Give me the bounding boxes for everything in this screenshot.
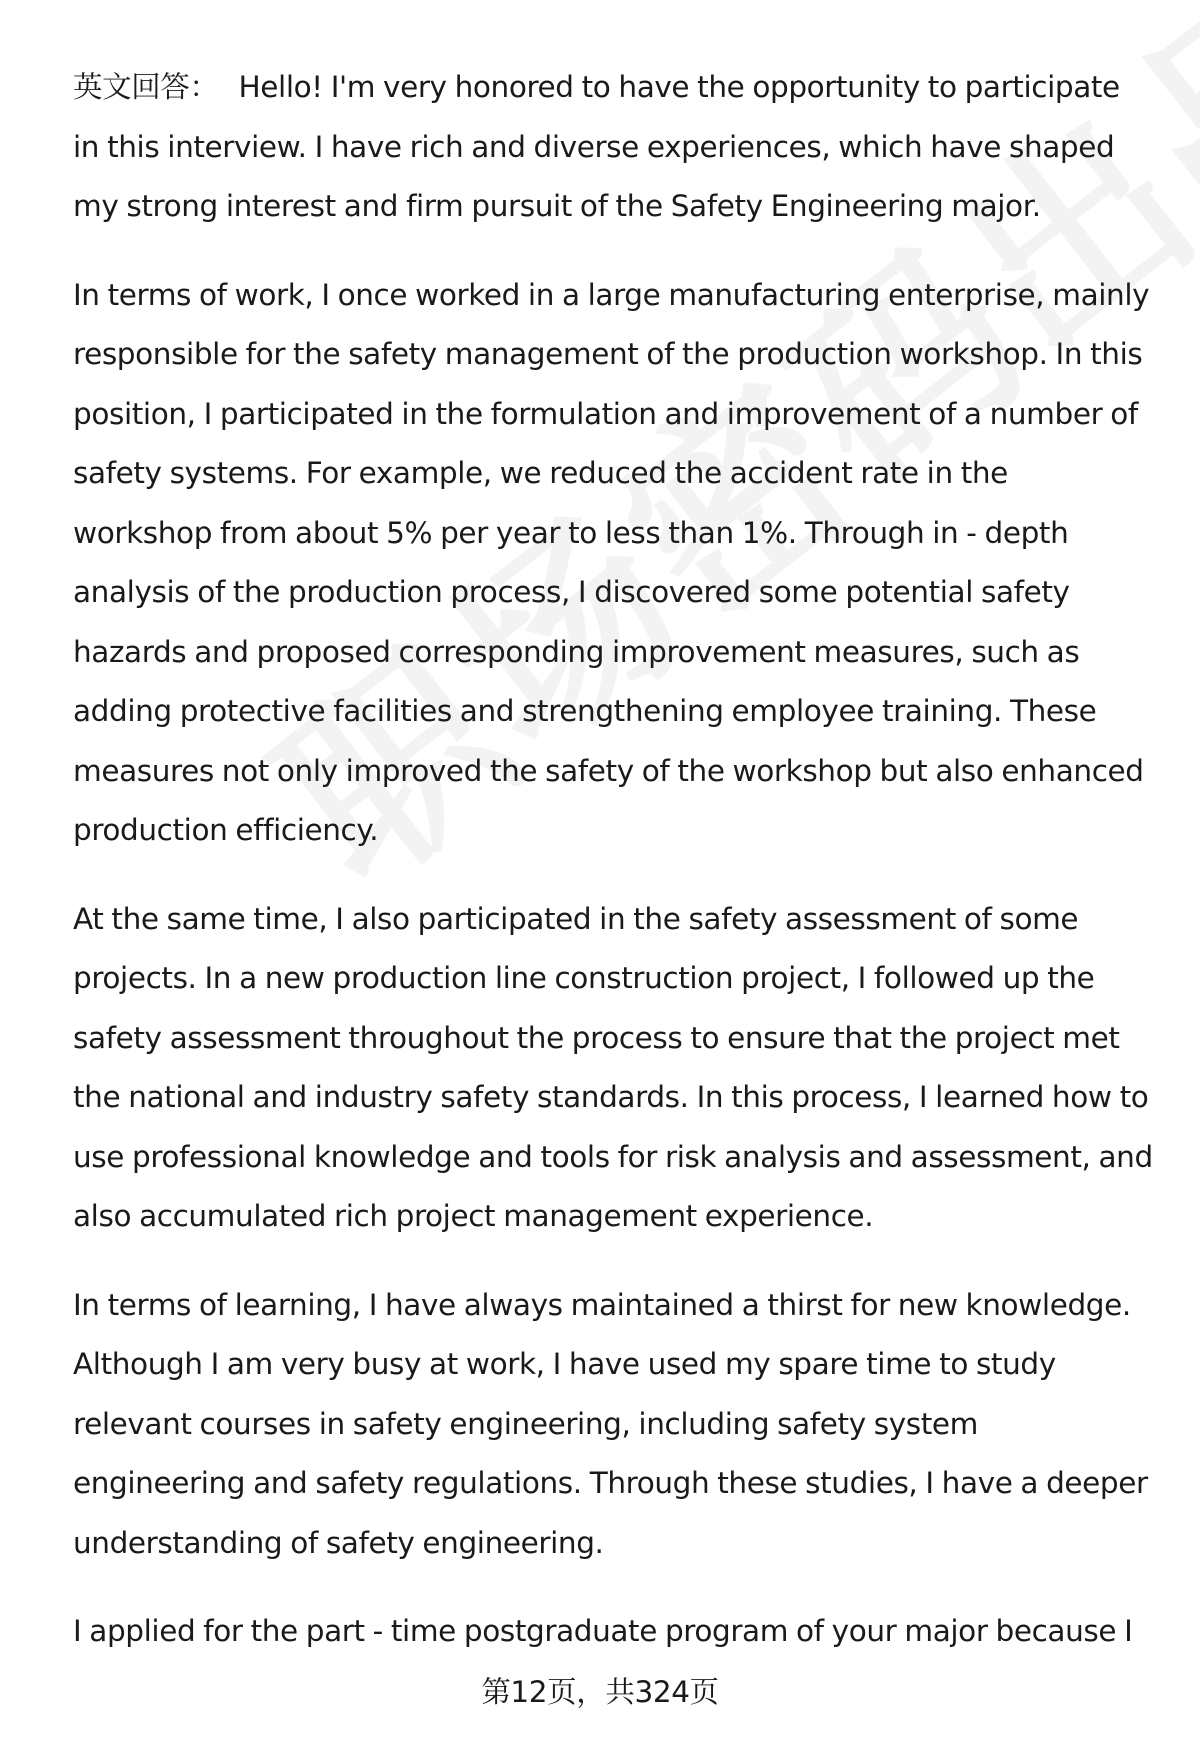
paragraph-work: In terms of work, I once worked in a large manufacturing enterprise, mainly responsible for the safety management of the production workshop. In this position, I participated in the formulation and improvement of a number of safety systems. For example, we reduced the accident rate in the workshop from about 5% per year to less than 1%. Through in - depth analysis of the production process, I discovered some potential safety hazards and proposed corresponding improvement measures, such as adding protective facilities and strengthening employee training. These measures not only improved the safety of the workshop but also enhanced production efficiency. (73, 277, 1150, 847)
paragraph-application: I applied for the part - time postgraduate program of your major because I (73, 1614, 1133, 1648)
page-number-footer: 第12页，共324页 (481, 1675, 719, 1709)
paragraph-assessment: At the same time, I also participated in the safety assessment of some projects. In a new production line construction project, I followed up the safety assessment throughout the process to ensure that the project met the national and industry safety standards. In this process, I learned how to use professional knowledge and tools for risk analysis and assessment, and also accumulated rich project management experience. (73, 901, 1153, 1233)
answer-label: 英文回答： (73, 70, 219, 104)
document-body (73, 58, 1153, 1691)
paragraph-intro (73, 58, 1153, 237)
paragraph-text: Hello! I'm very honored to have the opportunity to participate in this interview. I have rich and diverse experiences, which have shaped my strong interest and firm pursuit of the Safety Engineering major. (73, 70, 1120, 223)
paragraph-learning: In terms of learning, I have always maintained a thirst for new knowledge. Although I am very busy at work, I have used my spare time to study relevant courses in safety engineering, including safety system engineering and safety regulations. Through these studies, I have a deeper understanding of safety engineering. (73, 1287, 1148, 1560)
